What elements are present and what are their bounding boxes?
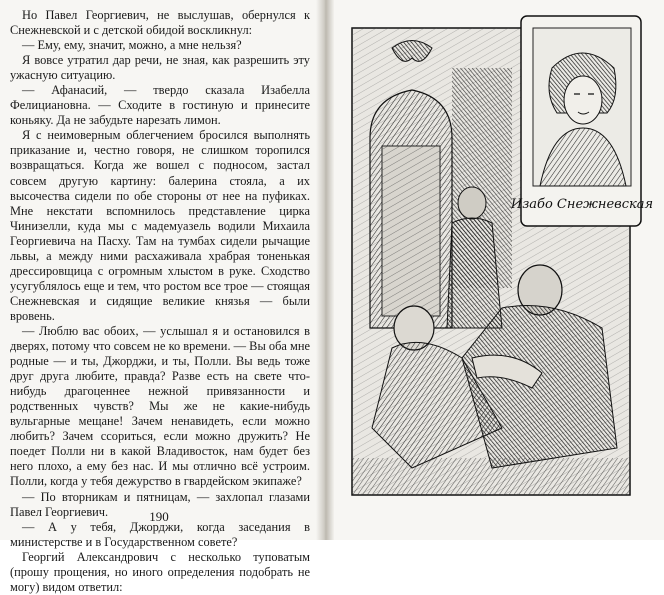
left-page	[0, 0, 318, 594]
paragraph: — Афанасий, — твердо сказала Изабелла Фелициановна. — Сходите в гостиную и принесите коньяку. Да не забудьте нарезать лимон.	[10, 83, 310, 128]
paragraph: — По вторникам и пятницам, — захлопал глазами Павел Георгиевич.	[10, 489, 310, 519]
engraving-illustration	[352, 28, 654, 495]
paragraph: Георгий Александрович с несколько туповатым (прошу прощения, но иного определения подобрать не могу) видом ответил:	[10, 549, 310, 594]
paragraph: — Люблю вас обоих, — услышал я и остановился в дверях, потому что совсем не ко времени. — Вы оба мне родные — и ты, Джорджи, и ты, Полли. Вы ведь тоже друг друга любите, правда? Разве есть на свете что-нибудь драгоценнее нежной привязанности и родственных чувств? Мы же не какие-нибудь вульгарные мещане! Зачем ненавидеть, если можно любить? Зачем ссориться, если можно дружить? Не поедет Полли ни в какой Владивосток, нам будет без него плохо, а ему без нас. И мы отлично всё устроим. Полли, когда у тебя дежурство в гвардейском экипаже?	[10, 323, 310, 489]
portrait-caption: Изабо Снежневская	[510, 197, 654, 212]
paragraph: Но Павел Георгиевич, не выслушав, обернулся к Снежневской и с детской обидой воскликнул:	[10, 8, 310, 38]
paragraph: — А у тебя, Джорджи, когда заседания в министерстве и в Государственном совете?	[10, 519, 310, 549]
paragraph: Я вовсе утратил дар речи, не зная, как разрешить эту ужасную ситуацию.	[10, 53, 310, 83]
paragraph: Я с неимоверным облегчением бросился выполнять приказание и, честно говоря, не слишком торопился возвращаться. Когда же вошел с подносом, застал совсем другую картину: балерина стояла, а их высочества сидели по обе стороны от нее на пуфиках. Мне некстати вспомнилось представление цирка Чинизелли, куда мы с мадемуазель водили Михаила Георгиевича на Пасху. Там на тумбах сидели рычащие львы, а между ними расхаживала храбрая тоненькая дрессировщица с огромным хлыстом в руке. Сходство усугублялось еще и тем, что ростом все трое — стоящая Снежневская и сидящие великие князья — были вровень.	[10, 128, 310, 323]
body-text	[10, 8, 310, 595]
paragraph: — Ему, ему, значит, можно, а мне нельзя?	[22, 38, 242, 53]
page-number: 190	[149, 509, 169, 524]
book-gutter	[316, 0, 334, 540]
